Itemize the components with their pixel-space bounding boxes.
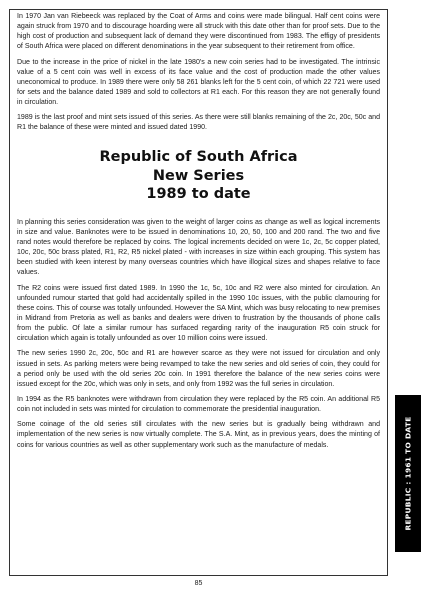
heading-line-1: Republic of South Africa xyxy=(99,149,298,166)
paragraph-scarce-1990: The new series 1990 2c, 20c, 50c and R1 are however scarce as they were not issued for circulation and only issued in sets. As parking meters were being revamped to take the new series and old series of coin, they could for a period only be used with the old series 20c coin. In 1991 therefore the balance of the new series coins were issued except for the 20c, which was only in sets, and only from 1992 was the full series in circulation. xyxy=(17,350,380,388)
section-heading xyxy=(17,148,380,204)
side-tab xyxy=(395,395,421,552)
paragraph-1970-coat-of-arms: In 1970 Jan van Riebeeck was replaced by the Coat of Arms and coins were made bilingual. Half cent coins were again struck from 1970 and to discourage hoarding were all struck with this date other than for proof sets. Due to the high cost of production and subsequent lack of demand they were discontinued from 1983. The effigy of presidents of South Africa were placed on different denominations in the year subsequent to their retirement from office. xyxy=(17,13,380,51)
page-number: 85 xyxy=(194,580,203,587)
page-frame xyxy=(9,9,388,576)
paragraph-nickel-price: Due to the increase in the price of nickel in the late 1980's a new coin series had to be investigated. The intrinsic value of a 5 cent coin was well in excess of its face value and the cost of production made the other values uneconomical to produce. In 1989 there were only 58 261 blanks left for the 5 cent coin, of which 22 721 were used for sets and the balance dated 1989 and sold to collectors at R1 each. For this reason they are not generally found in circulation. xyxy=(17,58,380,106)
paragraph-last-proof-sets: 1989 is the last proof and mint sets issued of this series. As there were still blanks remaining of the 2c, 20c, 50c and R1 the balance of these were minted and issued dated 1990. xyxy=(17,114,380,132)
paragraph-old-series-withdrawn: Some coinage of the old series still circulates with the new series but is gradually being withdrawn and implementation of the new series is now virtually complete. The S.A. Mint, as in previous years, does the minting of coins for various countries as well as other supplementary work such as the manufacture of medals. xyxy=(17,421,380,449)
heading-line-2: New Series xyxy=(152,167,245,184)
paragraph-r2-coins: The R2 coins were issued first dated 1989. In 1990 the 1c, 5c, 10c and R2 were also minted for circulation. An unfounded rumour started that gold had accidentally spilled in the 1990 10c issues, with the public clamouring for these coins. This of course was totally unfounded. However the SA Mint, which was busy relocating to new premises in Midrand from Pretoria as well as banks and dealers were driven to frustration by the thousands of phone calls from the public. Of late a similar rumour has surfaced regarding rarity of the inauguration R5 coin struck for circulation which again is totally unfounded as over 10 million coins were issued. xyxy=(17,284,380,343)
side-tab-label: REPUBLIC : 1961 TO DATE xyxy=(403,416,413,531)
paragraph-r5-1994: In 1994 as the R5 banknotes were withdrawn from circulation they were replaced by the R5 coin. An additional R5 coin not included in sets was minted for circulation to commemorate the presidential inauguration. xyxy=(17,395,380,414)
heading-line-3: 1989 to date xyxy=(146,186,251,203)
paragraph-planning-series: In planning this series consideration was given to the weight of larger coins as change as well as logical increments in size and value. Banknotes were to be issued in denominations 10, 20, 50, 100 and 200 rand. The two and five rand notes would therefore be replaced by coins. The logical increments decided on were 1c, 2c, 5c copper plated, 10c, 20c, 50c brass plated, R1, R2, R5 nickel plated - with increases in size within each grouping. This system has been studied with keen interest by many overseas countries which have illogical sizes and shapes relative to face values. xyxy=(17,218,380,277)
